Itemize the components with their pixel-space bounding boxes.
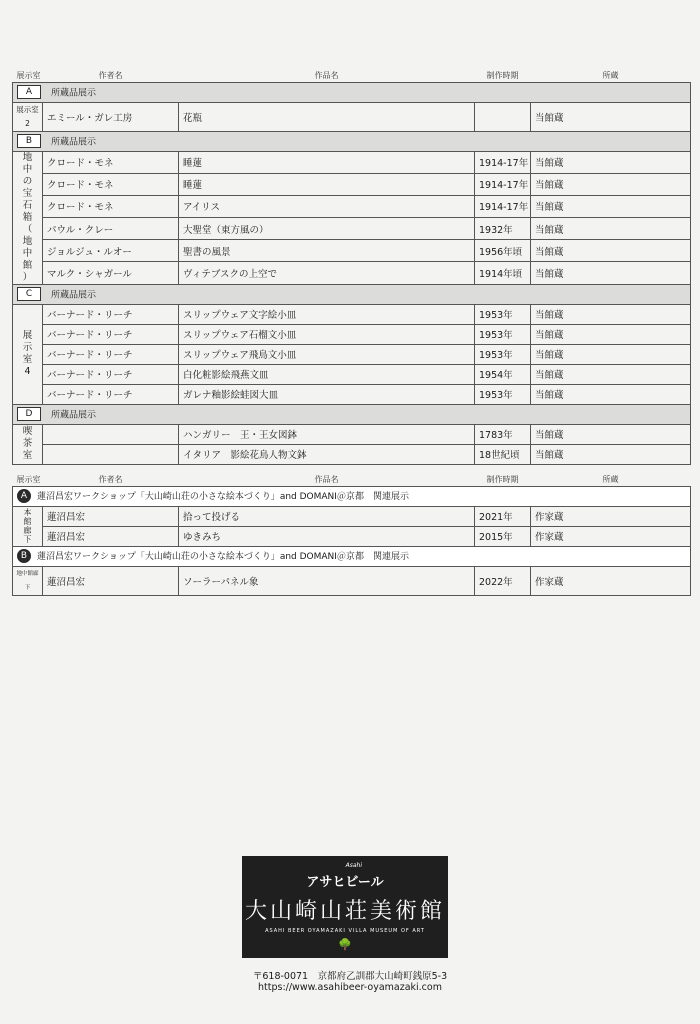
author-cell: クロード・モネ [43, 195, 179, 217]
section-label: 所蔵品展示 [51, 88, 97, 99]
header-room: 展示室 [16, 475, 41, 485]
title-cell: スリップウェア石榴文小皿 [179, 324, 475, 344]
section-badge: B [17, 134, 41, 148]
author-cell: 蓮沼昌宏 [43, 526, 179, 546]
title-cell: アイリス [179, 195, 475, 217]
table-row [13, 102, 691, 131]
collection-cell: 当館蔵 [531, 262, 691, 284]
workshop-header [13, 486, 691, 506]
room-cell: 地中館廊下 [13, 566, 43, 595]
section-header [13, 82, 691, 102]
logo-museum-name: 大山崎山荘美術館 [244, 899, 445, 924]
collection-table [12, 70, 691, 465]
period-cell: 1956年頃 [475, 240, 531, 262]
author-cell: バーナード・リーチ [43, 364, 179, 384]
title-cell: イタリア 影絵花鳥人物文鉢 [179, 444, 475, 464]
title-cell: 拾って投げる [179, 506, 475, 526]
website-url: https://www.asahibeer-oyamazaki.com [258, 982, 442, 993]
collection-cell: 当館蔵 [531, 240, 691, 262]
museum-logo [242, 856, 448, 958]
title-cell: スリップウェア文字絵小皿 [179, 304, 475, 324]
collection-cell: 当館蔵 [531, 344, 691, 364]
collection-cell: 当館蔵 [531, 424, 691, 444]
period-cell: 1914-17年 [475, 151, 531, 173]
period-cell: 1953年 [475, 304, 531, 324]
author-cell: クロード・モネ [43, 151, 179, 173]
period-cell: 1954年 [475, 364, 531, 384]
author-cell: クロード・モネ [43, 173, 179, 195]
author-cell [43, 424, 179, 444]
collection-cell: 当館蔵 [531, 304, 691, 324]
header-period: 制作時期 [486, 71, 519, 81]
author-cell: バーナード・リーチ [43, 324, 179, 344]
room-cell: 本 館 廊 下 [13, 506, 43, 546]
table-row [13, 384, 691, 404]
title-cell: 睡蓮 [179, 173, 475, 195]
logo-asahi: Asahi [345, 862, 362, 869]
header-title: 作品名 [314, 71, 339, 81]
period-cell: 1914年頃 [475, 262, 531, 284]
collection-cell: 当館蔵 [531, 444, 691, 464]
author-cell: 蓮沼昌宏 [43, 506, 179, 526]
collection-cell: 当館蔵 [531, 173, 691, 195]
section-label: 所蔵品展示 [51, 290, 97, 301]
table-row [13, 506, 691, 526]
header-author: 作者名 [98, 71, 123, 81]
title-cell: 大聖堂（東方風の） [179, 217, 475, 239]
table-row [13, 364, 691, 384]
section-header [13, 404, 691, 424]
section-label: 蓮沼昌宏ワークショップ「大山崎山荘の小さな絵本づくり」and DOMANI＠京都 関連展示 [37, 491, 409, 502]
section-header [13, 131, 691, 151]
period-cell: 18世紀頃 [475, 444, 531, 464]
title-cell: 睡蓮 [179, 151, 475, 173]
author-cell: ジョルジュ・ルオー [43, 240, 179, 262]
author-cell [43, 444, 179, 464]
author-cell: バーナード・リーチ [43, 344, 179, 364]
ghost-text [20, 36, 680, 47]
period-cell: 1953年 [475, 324, 531, 344]
room-cell: 地 中 の 宝 石 箱 （ 地 中 館 ） [13, 151, 43, 284]
title-cell: ソーラーパネル象 [179, 566, 475, 595]
section-badge: A [17, 85, 41, 99]
collection-cell: 当館蔵 [531, 324, 691, 344]
table-row [13, 217, 691, 239]
author-cell: エミール・ガレ工房 [43, 102, 179, 131]
header-author: 作者名 [98, 475, 123, 485]
period-cell: 1953年 [475, 384, 531, 404]
table-row [13, 262, 691, 284]
section-label: 所蔵品展示 [51, 410, 97, 421]
section-badge: B [17, 549, 31, 563]
table-row [13, 344, 691, 364]
table-row [13, 151, 691, 173]
author-cell: バーナード・リーチ [43, 384, 179, 404]
period-cell: 2021年 [475, 506, 531, 526]
title-cell: スリップウェア飛鳥文小皿 [179, 344, 475, 364]
collection-cell: 当館蔵 [531, 364, 691, 384]
address: 〒618-0071 京都府乙訓郡大山崎町銭原5-3 [252, 971, 448, 982]
table-row [13, 526, 691, 546]
header-collection: 所蔵 [602, 71, 619, 81]
section-label: 所蔵品展示 [51, 137, 97, 148]
section-badge: A [17, 489, 31, 503]
logo-brand: アサヒビール [306, 875, 384, 890]
title-cell: ハンガリー 王・王女図鉢 [179, 424, 475, 444]
logo-english-name: ASAHI BEER OYAMAZAKI VILLA MUSEUM OF ART [265, 928, 425, 934]
collection-cell: 当館蔵 [531, 102, 691, 131]
period-cell: 1783年 [475, 424, 531, 444]
section-badge: C [17, 287, 41, 301]
section-badge: D [17, 407, 41, 421]
table-row [13, 566, 691, 595]
period-cell: 1914-17年 [475, 195, 531, 217]
header-title: 作品名 [314, 475, 339, 485]
collection-cell: 当館蔵 [531, 217, 691, 239]
section-label: 蓮沼昌宏ワークショップ「大山崎山荘の小さな絵本づくり」and DOMANI＠京都 関連展示 [37, 551, 409, 562]
header-room: 展示室 [16, 71, 41, 81]
table-row [13, 240, 691, 262]
room-cell: 展 示 室 4 [13, 304, 43, 404]
author-cell: バーナード・リーチ [43, 304, 179, 324]
section-header [13, 284, 691, 304]
period-cell: 1932年 [475, 217, 531, 239]
table-row [13, 195, 691, 217]
table-row [13, 444, 691, 464]
author-cell: パウル・クレー [43, 217, 179, 239]
header-period: 制作時期 [486, 475, 519, 485]
author-cell: 蓮沼昌宏 [43, 566, 179, 595]
table-row [13, 304, 691, 324]
title-cell: 聖書の風景 [179, 240, 475, 262]
header-collection: 所蔵 [602, 475, 619, 485]
workshop-table [12, 474, 691, 596]
title-cell: 白化粧影絵飛燕文皿 [179, 364, 475, 384]
table-row [13, 324, 691, 344]
title-cell: ゆきみち [179, 526, 475, 546]
period-cell: 1953年 [475, 344, 531, 364]
collection-cell: 当館蔵 [531, 384, 691, 404]
table-row [13, 173, 691, 195]
room-cell: 展示室2 [13, 102, 43, 131]
author-cell: マルク・シャガール [43, 262, 179, 284]
room-cell: 喫 茶 室 [13, 424, 43, 464]
title-cell: ヴィテブスクの上空で [179, 262, 475, 284]
period-cell [475, 102, 531, 131]
title-cell: ガレナ釉影絵蛙図大皿 [179, 384, 475, 404]
period-cell: 2022年 [475, 566, 531, 595]
title-cell: 花瓶 [179, 102, 475, 131]
table-row [13, 424, 691, 444]
collection-cell: 作家蔵 [531, 566, 691, 595]
workshop-header [13, 546, 691, 566]
period-cell: 2015年 [475, 526, 531, 546]
collection-cell: 作家蔵 [531, 526, 691, 546]
tree-icon: 🌳 [338, 938, 352, 951]
collection-cell: 当館蔵 [531, 195, 691, 217]
collection-cell: 当館蔵 [531, 151, 691, 173]
period-cell: 1914-17年 [475, 173, 531, 195]
collection-cell: 作家蔵 [531, 506, 691, 526]
